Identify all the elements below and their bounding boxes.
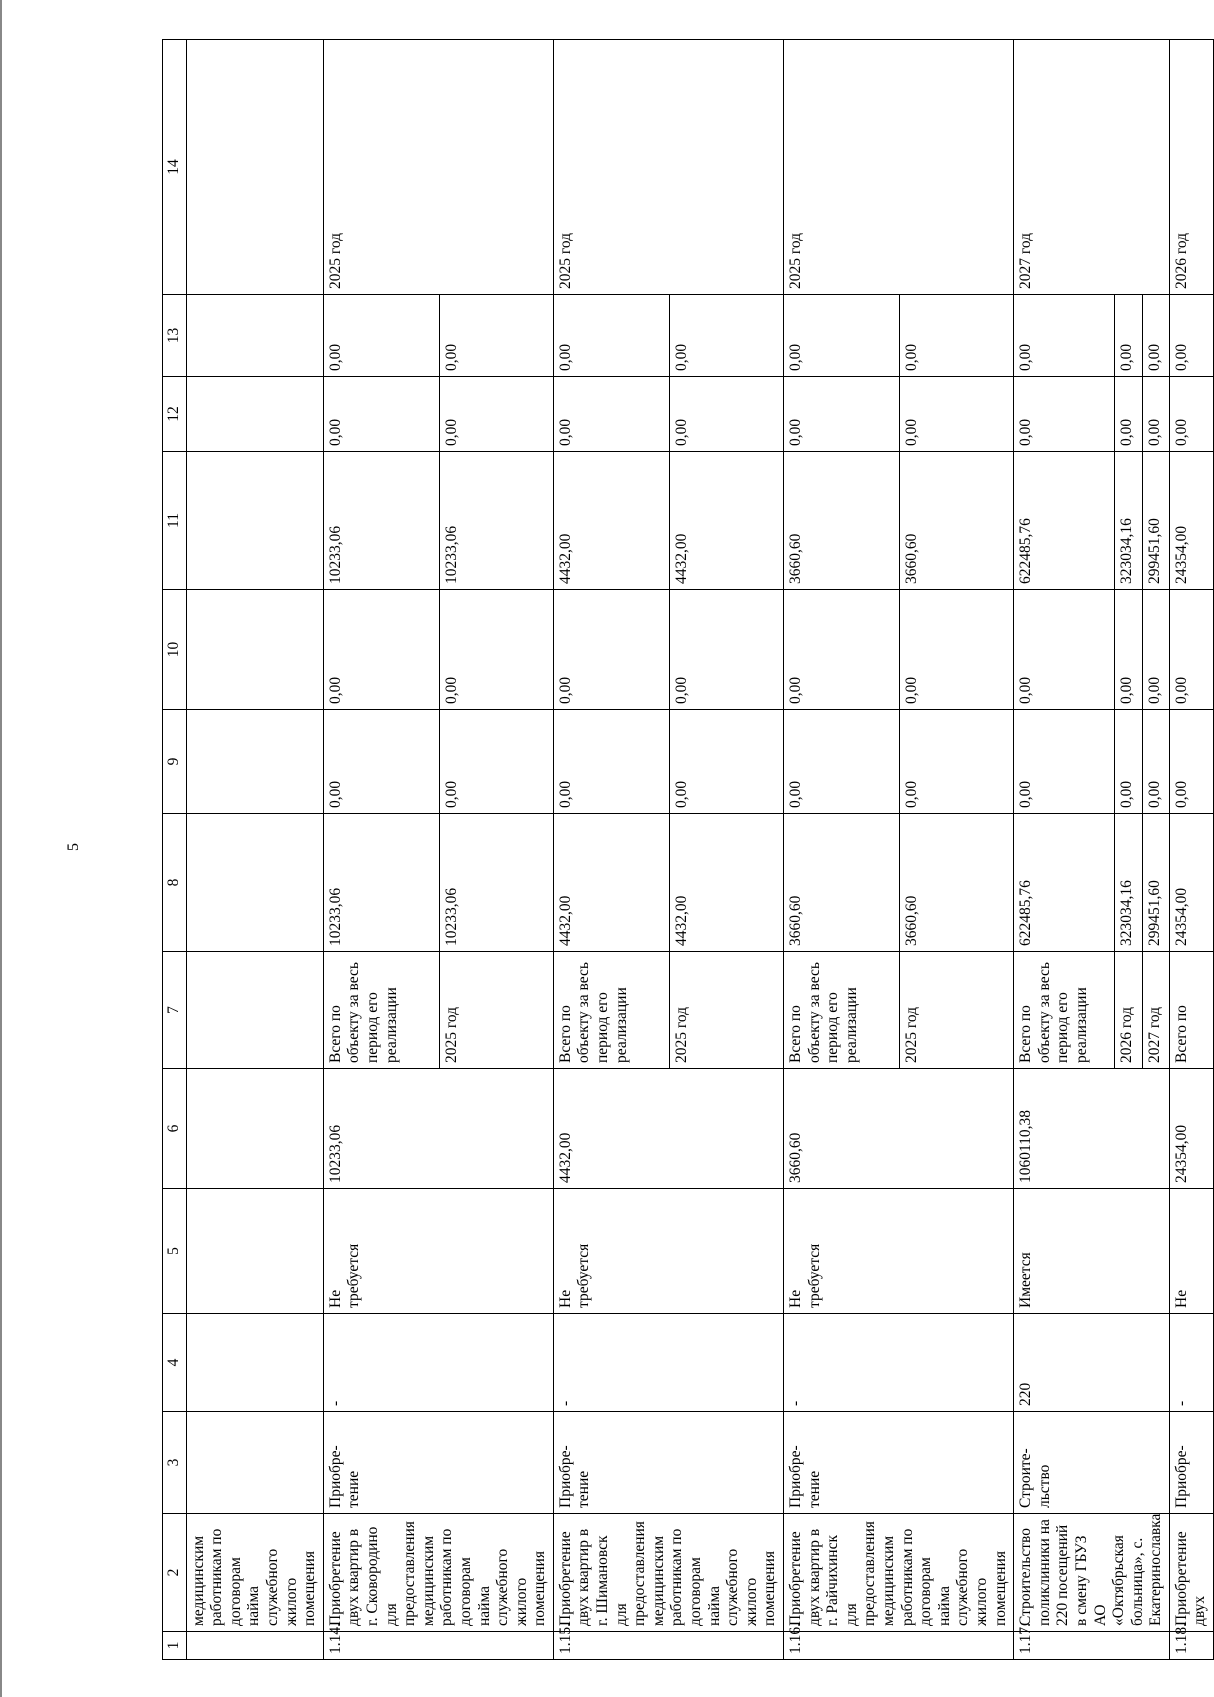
other-sources-cell: 0,00 (1142, 295, 1169, 377)
federal-budget-cell: 0,00 (670, 710, 784, 814)
federal-budget-cell: 0,00 (900, 710, 1014, 814)
column-number: 3 (163, 1412, 187, 1514)
completion-year-cell: 2025 год (323, 40, 553, 295)
period-cell: Всего по объекту за весь период его реализации (323, 952, 439, 1069)
federal-budget-cell: 0,00 (784, 710, 900, 814)
empty-cell (186, 710, 323, 814)
regional-budget-cell: 24354,00 (1169, 452, 1213, 590)
object-name-cell: Приобретение двух квартир в г. Шимановск для предоставления медицинским работникам по договорам найма служебного жилого помещения (553, 1514, 783, 1632)
total-amount-cell: 10233,06 (323, 814, 439, 952)
completion-year-cell: 2025 год (784, 40, 1014, 295)
regional-budget-cell: 323034,16 (1115, 452, 1142, 590)
total-amount-cell: 3660,60 (784, 814, 900, 952)
capacity-cell: 220 (1014, 1314, 1170, 1412)
federal-fund-cell: 0,00 (784, 590, 900, 710)
empty-cell (186, 1412, 323, 1514)
federal-budget-cell: 0,00 (1115, 710, 1142, 814)
record-row (1014, 40, 1115, 1660)
local-budget-cell: 0,00 (900, 377, 1014, 452)
regional-budget-cell: 10233,06 (440, 452, 554, 590)
other-sources-cell: 0,00 (1115, 295, 1142, 377)
record-row (553, 40, 669, 1660)
empty-cell (186, 377, 323, 452)
empty-cell (186, 1314, 323, 1412)
completion-year-cell: 2025 год (553, 40, 783, 295)
period-cell: 2025 год (670, 952, 784, 1069)
capacity-cell: - (784, 1314, 1014, 1412)
total-amount-cell: 4432,00 (670, 814, 784, 952)
work-type-cell: Приобре- (1169, 1412, 1213, 1514)
local-budget-cell: 0,00 (784, 377, 900, 452)
federal-fund-cell: 0,00 (553, 590, 669, 710)
federal-budget-cell: 0,00 (1169, 710, 1213, 814)
federal-fund-cell: 0,00 (323, 590, 439, 710)
total-amount-cell: 323034,16 (1115, 814, 1142, 952)
record-row (323, 40, 439, 1660)
regional-budget-cell: 10233,06 (323, 452, 439, 590)
capacity-cell: - (323, 1314, 553, 1412)
total-amount-cell: 3660,60 (900, 814, 1014, 952)
column-number: 14 (163, 40, 187, 295)
row-number-cell (186, 1632, 323, 1660)
federal-fund-cell: 0,00 (440, 590, 554, 710)
design-docs-cell: Не требуется (553, 1189, 783, 1314)
work-type-cell: Строите- льство (1014, 1412, 1170, 1514)
completion-year-cell: 2026 год (1169, 40, 1213, 295)
design-docs-cell: Не требуется (323, 1189, 553, 1314)
completion-year-cell: 2027 год (1014, 40, 1170, 295)
column-number: 9 (163, 710, 187, 814)
federal-budget-cell: 0,00 (323, 710, 439, 814)
other-sources-cell: 0,00 (784, 295, 900, 377)
period-cell: 2027 год (1142, 952, 1169, 1069)
table-body (163, 40, 1214, 1660)
row-number-cell: 1.16. (784, 1632, 1014, 1660)
period-cell: Всего по объекту за весь период его реализации (1014, 952, 1115, 1069)
capacity-cell: - (1169, 1314, 1213, 1412)
total-amount-cell: 622485,76 (1014, 814, 1115, 952)
local-budget-cell: 0,00 (323, 377, 439, 452)
federal-budget-cell: 0,00 (440, 710, 554, 814)
column-number: 4 (163, 1314, 187, 1412)
federal-fund-cell: 0,00 (1014, 590, 1115, 710)
local-budget-cell: 0,00 (670, 377, 784, 452)
other-sources-cell: 0,00 (440, 295, 554, 377)
row-number-cell: 1.17. (1014, 1632, 1170, 1660)
column-number: 12 (163, 377, 187, 452)
regional-budget-cell: 299451,60 (1142, 452, 1169, 590)
work-type-cell: Приобре- тение (553, 1412, 783, 1514)
other-sources-cell: 0,00 (1014, 295, 1115, 377)
row-number-cell: 1.15. (553, 1632, 783, 1660)
empty-cell (186, 952, 323, 1069)
column-number: 1 (163, 1632, 187, 1660)
object-name-cell: Строительство поликлиники на 220 посещений в смену ГБУЗ АО «Октябрьская больница», с. Екатеринославка (1014, 1514, 1170, 1632)
federal-budget-cell: 0,00 (553, 710, 669, 814)
other-sources-cell: 0,00 (670, 295, 784, 377)
other-sources-cell: 0,00 (900, 295, 1014, 377)
rotated-table-container (162, 40, 1209, 1660)
regional-budget-cell: 622485,76 (1014, 452, 1115, 590)
other-sources-cell: 0,00 (323, 295, 439, 377)
federal-fund-cell: 0,00 (900, 590, 1014, 710)
federal-fund-cell: 0,00 (670, 590, 784, 710)
local-budget-cell: 0,00 (1169, 377, 1213, 452)
capacity-cell: - (553, 1314, 783, 1412)
row-number-cell: 1.14. (323, 1632, 553, 1660)
regional-budget-cell: 4432,00 (670, 452, 784, 590)
empty-cell (186, 814, 323, 952)
investment-objects-table (162, 39, 1214, 1660)
column-number: 11 (163, 452, 187, 590)
empty-cell (186, 1069, 323, 1189)
column-number: 8 (163, 814, 187, 952)
regional-budget-cell: 3660,60 (900, 452, 1014, 590)
page-edge-line (0, 0, 2, 1697)
design-docs-cell: Имеется (1014, 1189, 1170, 1314)
record-row (1169, 40, 1213, 1660)
federal-fund-cell: 0,00 (1115, 590, 1142, 710)
column-number: 10 (163, 590, 187, 710)
total-amount-cell: 10233,06 (440, 814, 554, 952)
local-budget-cell: 0,00 (553, 377, 669, 452)
federal-fund-cell: 0,00 (1142, 590, 1169, 710)
design-docs-cell: Не требуется (784, 1189, 1014, 1314)
period-cell: Всего по (1169, 952, 1213, 1069)
empty-cell (186, 590, 323, 710)
period-cell: Всего по объекту за весь период его реализации (553, 952, 669, 1069)
empty-cell (186, 1189, 323, 1314)
period-cell: 2026 год (1115, 952, 1142, 1069)
federal-budget-cell: 0,00 (1014, 710, 1115, 814)
work-type-cell: Приобре- тение (323, 1412, 553, 1514)
local-budget-cell: 0,00 (1014, 377, 1115, 452)
federal-budget-cell: 0,00 (1142, 710, 1169, 814)
object-name-cell: Приобретение двух квартир в г. Сковородино для предоставления медицинским работникам по договорам найма служебного жилого помещения (323, 1514, 553, 1632)
empty-cell (186, 40, 323, 295)
period-cell: 2025 год (440, 952, 554, 1069)
estimated-cost-cell: 1060110,38 (1014, 1069, 1170, 1189)
column-number: 13 (163, 295, 187, 377)
local-budget-cell: 0,00 (1142, 377, 1169, 452)
period-cell: Всего по объекту за весь период его реализации (784, 952, 900, 1069)
column-number-row (163, 40, 187, 1660)
work-type-cell: Приобре- тение (784, 1412, 1014, 1514)
design-docs-cell: Не (1169, 1189, 1213, 1314)
local-budget-cell: 0,00 (440, 377, 554, 452)
federal-fund-cell: 0,00 (1169, 590, 1213, 710)
column-number: 5 (163, 1189, 187, 1314)
period-cell: 2025 год (900, 952, 1014, 1069)
empty-cell (186, 295, 323, 377)
column-number: 6 (163, 1069, 187, 1189)
record-row (784, 40, 900, 1660)
object-name-cell: Приобретение двух (1169, 1514, 1213, 1632)
other-sources-cell: 0,00 (1169, 295, 1213, 377)
empty-cell (186, 452, 323, 590)
total-amount-cell: 4432,00 (553, 814, 669, 952)
estimated-cost-cell: 3660,60 (784, 1069, 1014, 1189)
estimated-cost-cell: 10233,06 (323, 1069, 553, 1189)
object-name-cell: медицинским работникам по договорам найма служебного жилого помещения (186, 1514, 323, 1632)
page-number: 5 (65, 843, 82, 851)
estimated-cost-cell: 24354,00 (1169, 1069, 1213, 1189)
column-number: 7 (163, 952, 187, 1069)
local-budget-cell: 0,00 (1115, 377, 1142, 452)
row-number-cell: 1.18. (1169, 1632, 1213, 1660)
other-sources-cell: 0,00 (553, 295, 669, 377)
estimated-cost-cell: 4432,00 (553, 1069, 783, 1189)
regional-budget-cell: 4432,00 (553, 452, 669, 590)
column-number: 2 (163, 1514, 187, 1632)
object-name-cell: Приобретение двух квартир в г. Райчихинск для предоставления медицинским работникам по договорам найма служебного жилого помещения (784, 1514, 1014, 1632)
continuation-row (186, 40, 323, 1660)
total-amount-cell: 24354,00 (1169, 814, 1213, 952)
regional-budget-cell: 3660,60 (784, 452, 900, 590)
total-amount-cell: 299451,60 (1142, 814, 1169, 952)
